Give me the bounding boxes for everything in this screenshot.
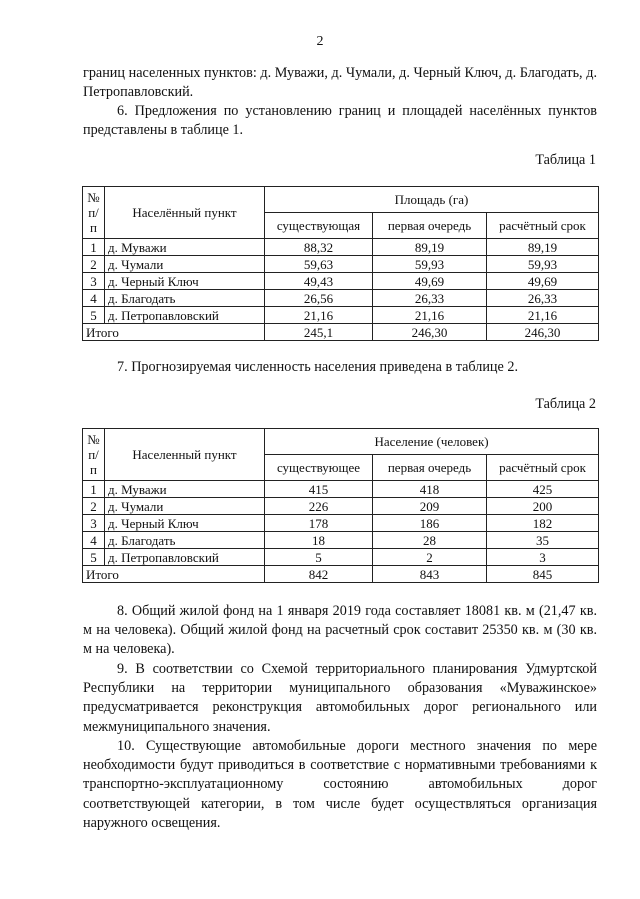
row-value: 182 bbox=[487, 515, 599, 532]
row-value: 49,69 bbox=[487, 273, 599, 290]
table-area bbox=[82, 186, 599, 341]
table2-subheader: расчётный срок bbox=[487, 455, 599, 481]
row-value: 21,16 bbox=[487, 307, 599, 324]
row-value: 49,69 bbox=[373, 273, 487, 290]
table2-subheader: существующее bbox=[265, 455, 373, 481]
row-place: д. Благодать bbox=[105, 290, 265, 307]
total-value: 246,30 bbox=[487, 324, 599, 341]
table1-group-header: Площадь (га) bbox=[265, 187, 599, 213]
row-place: д. Чумали bbox=[105, 498, 265, 515]
row-value: 26,56 bbox=[265, 290, 373, 307]
table1-subheader: первая очередь bbox=[373, 213, 487, 239]
table-population bbox=[82, 428, 599, 583]
table-row bbox=[83, 549, 599, 566]
row-place: д. Муважи bbox=[105, 239, 265, 256]
table1-caption: Таблица 1 bbox=[535, 152, 596, 168]
table-row bbox=[83, 307, 599, 324]
row-value: 88,32 bbox=[265, 239, 373, 256]
row-number: 4 bbox=[83, 290, 105, 307]
total-label: Итого bbox=[83, 324, 265, 341]
row-number: 4 bbox=[83, 532, 105, 549]
paragraph-8: 8. Общий жилой фонд на 1 января 2019 года составляет 18081 кв. м (21,47 кв. м на человека). Общий жилой фонд на расчетный срок составит 25350 кв. м (30 кв. м на человека). bbox=[83, 603, 597, 658]
row-number: 5 bbox=[83, 549, 105, 566]
table-row bbox=[83, 498, 599, 515]
paragraph-continuation: границ населенных пунктов: д. Муважи, д. Чумали, д. Черный Ключ, д. Благодать, д. Петропавловский. bbox=[83, 65, 597, 101]
total-value: 842 bbox=[265, 566, 373, 583]
table2-col-place: Населенный пункт bbox=[105, 429, 265, 481]
table2-group-header: Население (человек) bbox=[265, 429, 599, 455]
row-value: 178 bbox=[265, 515, 373, 532]
row-value: 89,19 bbox=[373, 239, 487, 256]
row-place: д. Петропавловский bbox=[105, 307, 265, 324]
row-value: 35 bbox=[487, 532, 599, 549]
row-value: 5 bbox=[265, 549, 373, 566]
paragraph-7: 7. Прогнозируемая численность населения приведена в таблице 2. bbox=[117, 359, 519, 375]
paragraph-9: 9. В соответствии со Схемой территориального планирования Удмуртской Республики на территории муниципального образования «Муважинское» предусматривается реконструкция автомобильных дорог регионального или межмуниципального значения. bbox=[83, 661, 597, 735]
table1-subheader: существующая bbox=[265, 213, 373, 239]
row-value: 2 bbox=[373, 549, 487, 566]
row-value: 18 bbox=[265, 532, 373, 549]
table-row bbox=[83, 515, 599, 532]
row-value: 59,93 bbox=[373, 256, 487, 273]
row-value: 415 bbox=[265, 481, 373, 498]
row-value: 49,43 bbox=[265, 273, 373, 290]
row-value: 21,16 bbox=[373, 307, 487, 324]
table2-col-num: № п/п bbox=[83, 429, 105, 481]
table-total-row bbox=[83, 566, 599, 583]
table1-col-place: Населённый пункт bbox=[105, 187, 265, 239]
row-value: 26,33 bbox=[487, 290, 599, 307]
row-number: 5 bbox=[83, 307, 105, 324]
total-value: 843 bbox=[373, 566, 487, 583]
total-value: 845 bbox=[487, 566, 599, 583]
row-value: 418 bbox=[373, 481, 487, 498]
table2-subheader: первая очередь bbox=[373, 455, 487, 481]
table2-caption: Таблица 2 bbox=[535, 396, 596, 412]
row-place: д. Чумали bbox=[105, 256, 265, 273]
row-place: д. Благодать bbox=[105, 532, 265, 549]
row-value: 3 bbox=[487, 549, 599, 566]
row-value: 200 bbox=[487, 498, 599, 515]
table-row bbox=[83, 290, 599, 307]
table1-col-num: № п/п bbox=[83, 187, 105, 239]
row-number: 1 bbox=[83, 481, 105, 498]
table-row bbox=[83, 239, 599, 256]
total-label: Итого bbox=[83, 566, 265, 583]
table1-subheader: расчётный срок bbox=[487, 213, 599, 239]
row-number: 2 bbox=[83, 498, 105, 515]
row-value: 28 bbox=[373, 532, 487, 549]
row-value: 186 bbox=[373, 515, 487, 532]
paragraph-10: 10. Существующие автомобильные дороги местного значения по мере необходимости будут приводиться в соответствие с нормативными требованиями к транспортно-эксплуатационному состоянию автомобильных дорог соответствующей категории, в том числе будет осуществляться организация наружного освещения. bbox=[83, 738, 597, 831]
paragraph-6: 6. Предложения по установлению границ и площадей населённых пунктов представлены в таблице 1. bbox=[83, 103, 597, 139]
row-value: 89,19 bbox=[487, 239, 599, 256]
row-number: 3 bbox=[83, 515, 105, 532]
row-value: 59,63 bbox=[265, 256, 373, 273]
total-value: 246,30 bbox=[373, 324, 487, 341]
row-value: 209 bbox=[373, 498, 487, 515]
table-row bbox=[83, 273, 599, 290]
table-row bbox=[83, 532, 599, 549]
table-total-row bbox=[83, 324, 599, 341]
row-place: д. Черный Ключ bbox=[105, 515, 265, 532]
row-place: д. Черный Ключ bbox=[105, 273, 265, 290]
row-value: 425 bbox=[487, 481, 599, 498]
row-number: 1 bbox=[83, 239, 105, 256]
row-number: 2 bbox=[83, 256, 105, 273]
row-value: 26,33 bbox=[373, 290, 487, 307]
table-row bbox=[83, 481, 599, 498]
page-number: 2 bbox=[316, 34, 324, 49]
row-value: 59,93 bbox=[487, 256, 599, 273]
row-number: 3 bbox=[83, 273, 105, 290]
row-place: д. Петропавловский bbox=[105, 549, 265, 566]
row-value: 226 bbox=[265, 498, 373, 515]
table-row bbox=[83, 256, 599, 273]
row-value: 21,16 bbox=[265, 307, 373, 324]
row-place: д. Муважи bbox=[105, 481, 265, 498]
total-value: 245,1 bbox=[265, 324, 373, 341]
